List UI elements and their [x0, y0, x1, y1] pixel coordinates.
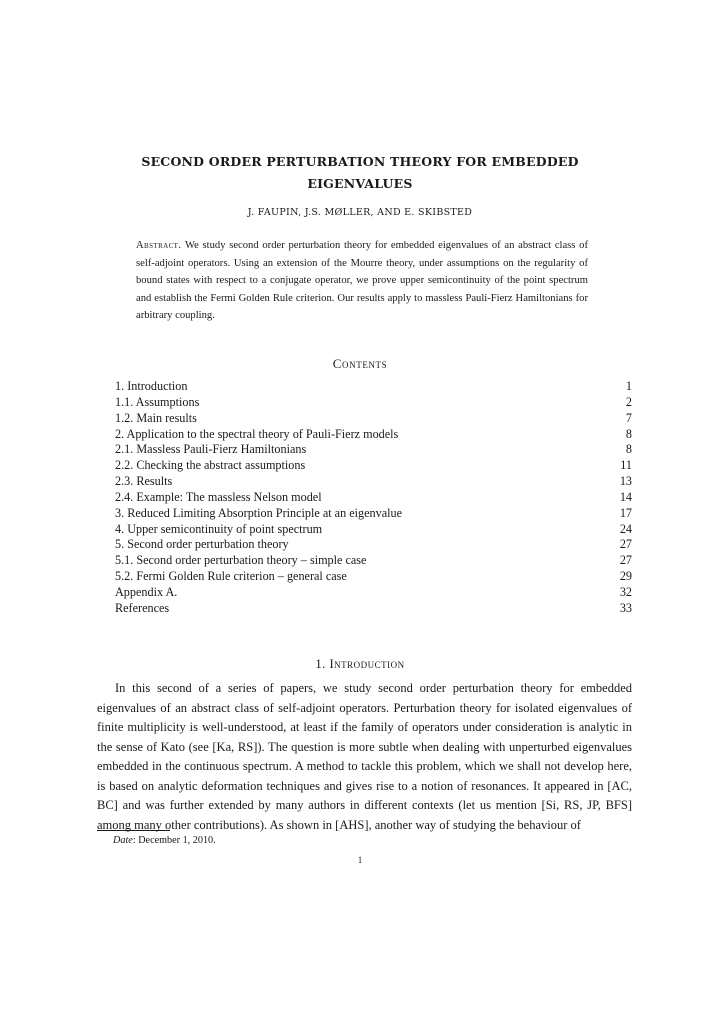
section-heading	[80, 657, 640, 672]
toc-entry[interactable]	[115, 506, 632, 522]
toc-entry[interactable]	[115, 379, 632, 395]
toc-entry-label: 2. Application to the spectral theory of Pauli-Fierz models	[115, 426, 399, 441]
page-number: 1	[357, 855, 363, 865]
toc-entry-label: 5. Second order perturbation theory	[115, 537, 289, 552]
toc-entry-label: 2.3. Results	[115, 474, 173, 489]
footnote	[113, 835, 216, 846]
toc-entry-page: 17	[619, 505, 632, 520]
toc-entry-page: 11	[620, 458, 632, 473]
toc-entry-label: 5.2. Fermi Golden Rule criterion – general case	[115, 569, 347, 584]
toc-entry-page: 27	[619, 537, 632, 552]
toc-entry[interactable]	[115, 395, 632, 411]
toc-entry-label: 2.4. Example: The massless Nelson model	[115, 489, 322, 504]
toc-entry-page: 2	[625, 394, 632, 409]
toc-entry-page: 29	[619, 569, 632, 584]
toc-entry-page: 13	[619, 474, 632, 489]
toc-entry-label: 5.1. Second order perturbation theory – simple case	[115, 553, 367, 568]
toc-entry-page: 27	[619, 553, 632, 568]
toc-entry-page: 8	[625, 426, 632, 441]
toc-entry-page: 8	[625, 442, 632, 457]
toc-entry-label: 1.2. Main results	[115, 410, 197, 425]
section-title: Introduction	[329, 657, 405, 671]
toc-entry-page: 24	[619, 521, 632, 536]
toc-entry[interactable]	[115, 601, 632, 617]
title-line-1: SECOND ORDER PERTURBATION THEORY FOR EMBEDDED	[141, 154, 579, 169]
authors: J. FAUPIN, J.S. MØLLER, AND E. SKIBSTED	[247, 207, 473, 218]
abstract	[136, 237, 588, 325]
toc-entry-page: 1	[625, 379, 632, 393]
toc-entry-label: 4. Upper semicontinuity of point spectrum	[115, 521, 323, 536]
toc-entry[interactable]	[115, 522, 632, 538]
footnote-label: Date	[113, 835, 133, 846]
toc-entry-label: References	[115, 600, 170, 615]
toc-entry-page: 14	[619, 489, 632, 504]
footnote-rule	[97, 830, 170, 831]
toc-entry[interactable]	[115, 569, 632, 585]
abstract-heading: Abstract.	[136, 240, 182, 251]
contents-title: Contents	[332, 356, 388, 371]
toc-entry-page: 7	[625, 410, 632, 425]
abstract-text: We study second order perturbation theory for embedded eigenvalues of an abstract class of self-adjoint operators. Using an extension of the Mourre theory, under assumptions on the regularity of bound states with respect to a conjugate operator, we prove upper semicontinuity of the point spectrum and establish the Fermi Golden Rule criterion. Our results apply to massless Pauli-Fierz Hamiltonians for arbitrary coupling.	[136, 240, 588, 322]
toc-entry[interactable]	[115, 442, 632, 458]
toc-entry[interactable]	[115, 553, 632, 569]
footnote-text: : December 1, 2010.	[132, 835, 216, 846]
intro-paragraph: In this second of a series of papers, we study second order perturbation theory for embedded eigenvalues of an abstract class of self-adjoint operators. Perturbation theory for isolated eigenvalues of finite multiplicity is well-understood, at least if the family of operators under consideration is analytic in the sense of Kato (see [Ka, RS]). The question is more subtle when dealing with unperturbed eigenvalues embedded in the continuous spectrum. A method to tackle this problem, which we shall not develop here, is based on analytic deformation techniques and gives rise to a notion of resonances. It appeared in [AC, BC] and was further extended by many authors in different contexts (let us mention [Si, RS, JP, BFS] among many other contributions). As shown in [AHS], another way of studying the behaviour of	[97, 681, 632, 832]
toc-entry[interactable]	[115, 427, 632, 443]
paper-title	[80, 151, 640, 195]
toc-entry-label: 2.1. Massless Pauli-Fierz Hamiltonians	[115, 442, 307, 457]
toc-entry-label: 1.1. Assumptions	[115, 394, 200, 409]
toc-entry-label: Appendix A.	[115, 584, 178, 599]
toc-entry[interactable]	[115, 474, 632, 490]
toc-entry-page: 33	[619, 600, 632, 615]
toc-entry-label: 3. Reduced Limiting Absorption Principle at an eigenvalue	[115, 505, 403, 520]
toc-entry[interactable]	[115, 585, 632, 601]
title-line-2: EIGENVALUES	[307, 176, 413, 191]
toc-entry-label: 2.2. Checking the abstract assumptions	[115, 458, 306, 473]
toc-entry-page: 32	[619, 584, 632, 599]
toc-entry-label: 1. Introduction	[115, 379, 188, 393]
section-number: 1.	[315, 657, 326, 671]
toc-entry[interactable]	[115, 411, 632, 427]
toc-entry[interactable]	[115, 537, 632, 553]
toc-entry[interactable]	[115, 490, 632, 506]
toc-entry[interactable]	[115, 458, 632, 474]
table-of-contents	[115, 379, 632, 617]
